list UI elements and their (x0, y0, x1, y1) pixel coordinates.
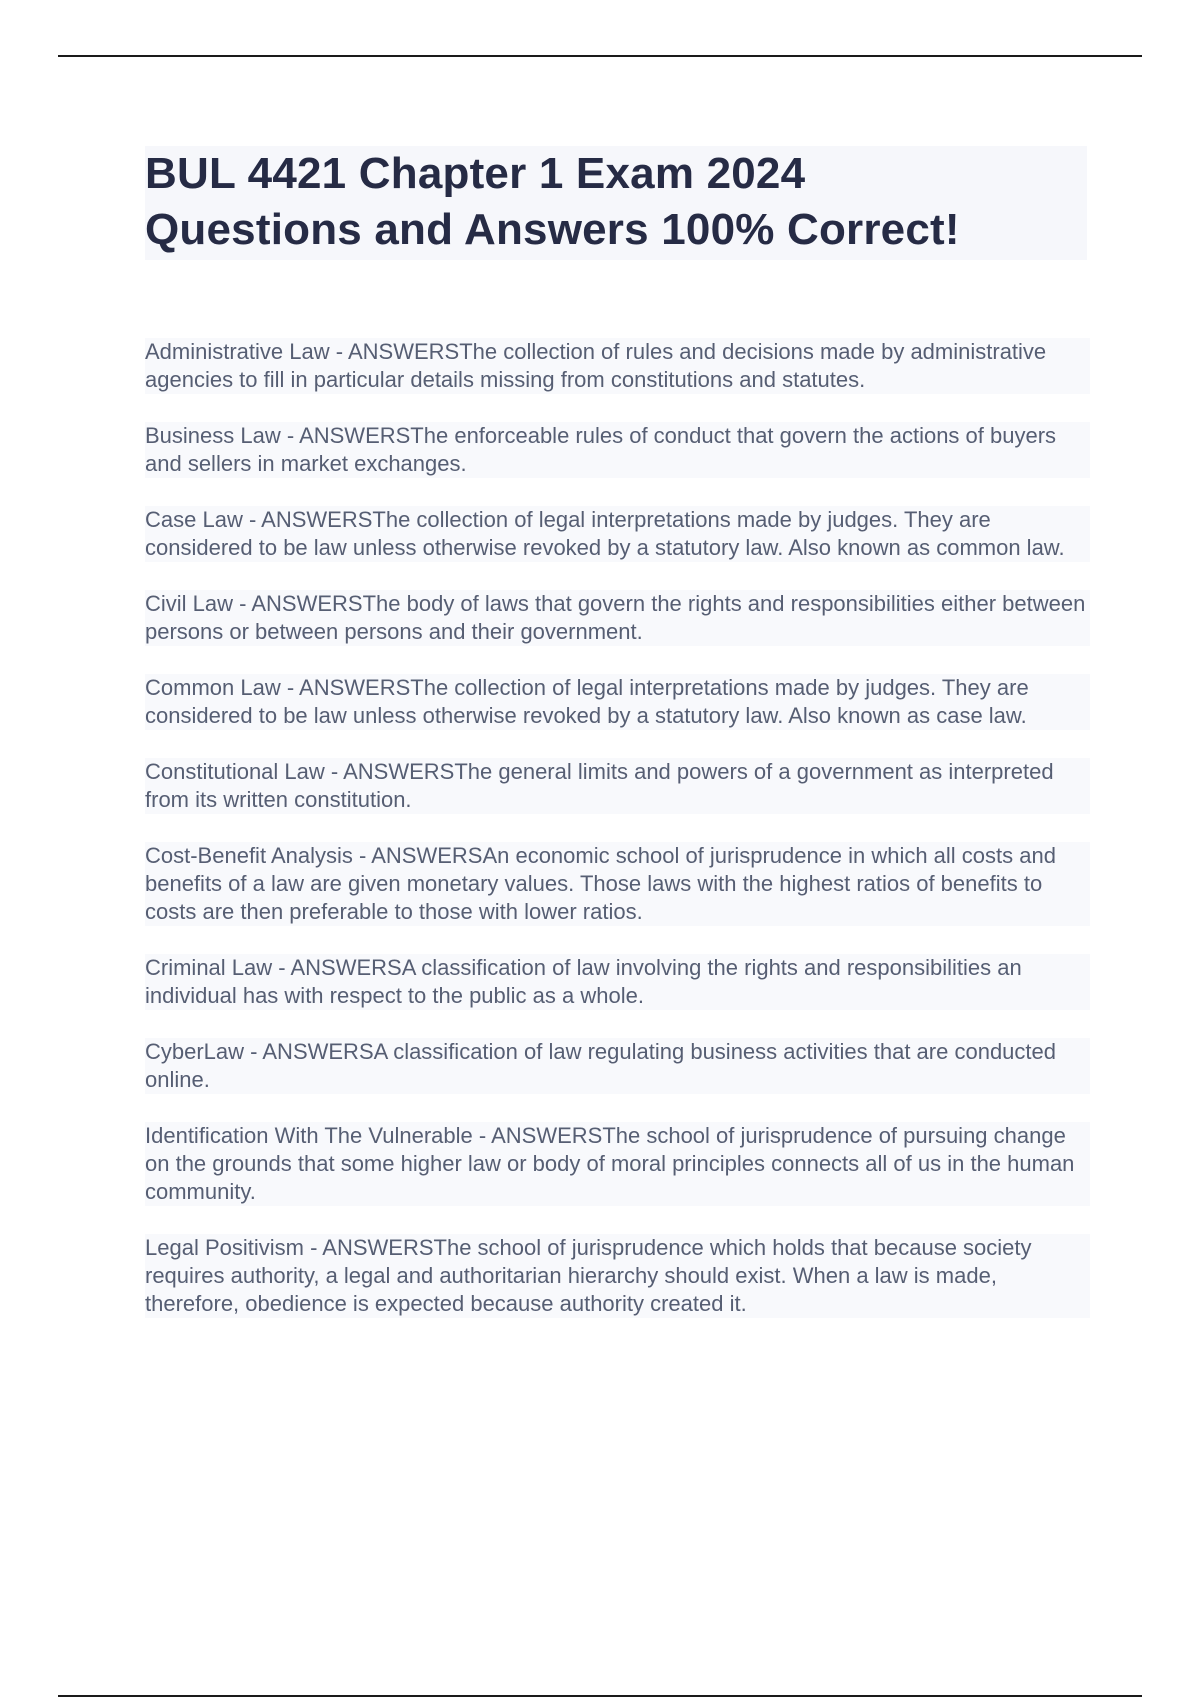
qa-item-common-law: Common Law - ANSWERSThe collection of legal interpretations made by judges. They are considered to be law unless otherwise revoked by a statutory law. Also known as case law. (145, 674, 1090, 730)
qa-item-legal-positivism: Legal Positivism - ANSWERSThe school of jurisprudence which holds that because society requires authority, a legal and authoritarian hierarchy should exist. When a law is made, therefore, obedience is expected because authority created it. (145, 1234, 1090, 1318)
qa-item-administrative-law: Administrative Law - ANSWERSThe collection of rules and decisions made by administrative agencies to fill in particular details missing from constitutions and statutes. (145, 338, 1090, 394)
qa-item-civil-law: Civil Law - ANSWERSThe body of laws that govern the rights and responsibilities either between persons or between persons and their government. (145, 590, 1090, 646)
qa-item-business-law: Business Law - ANSWERSThe enforceable rules of conduct that govern the actions of buyers and sellers in market exchanges. (145, 422, 1090, 478)
page-title (145, 146, 1087, 258)
qa-item-identification-with-the-vulnerable: Identification With The Vulnerable - ANSWERSThe school of jurisprudence of pursuing change on the grounds that some higher law or body of moral principles connects all of us in the human community. (145, 1122, 1090, 1206)
page-title-line-1: BUL 4421 Chapter 1 Exam 2024 (145, 149, 806, 198)
qa-item-cost-benefit-analysis: Cost-Benefit Analysis - ANSWERSAn economic school of jurisprudence in which all costs and benefits of a law are given monetary values. Those laws with the highest ratios of benefits to costs are then preferable to those with lower ratios. (145, 842, 1090, 926)
qa-item-constitutional-law: Constitutional Law - ANSWERSThe general limits and powers of a government as interpreted from its written constitution. (145, 758, 1090, 814)
qa-item-cyberlaw: CyberLaw - ANSWERSA classification of law regulating business activities that are conducted online. (145, 1038, 1090, 1094)
qa-item-case-law: Case Law - ANSWERSThe collection of legal interpretations made by judges. They are considered to be law unless otherwise revoked by a statutory law. Also known as common law. (145, 506, 1090, 562)
page-title-line-2: Questions and Answers 100% Correct! (145, 205, 960, 254)
bottom-divider (58, 1695, 1142, 1697)
qa-item-criminal-law: Criminal Law - ANSWERSA classification of law involving the rights and responsibilities an individual has with respect to the public as a whole. (145, 954, 1090, 1010)
qa-list (145, 338, 1090, 1318)
top-divider (58, 55, 1142, 57)
title-block (145, 146, 1087, 260)
